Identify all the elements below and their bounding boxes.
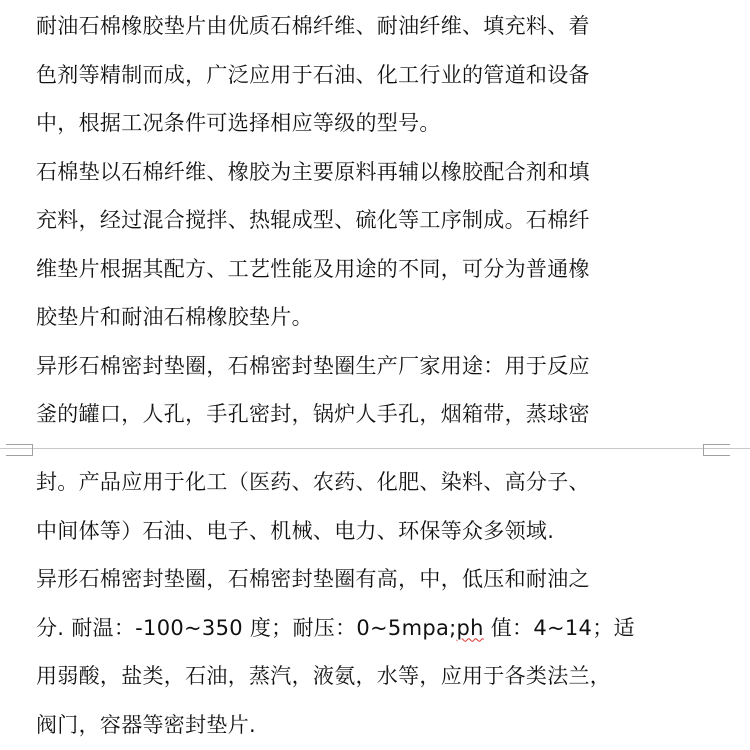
text-line: 充料，经过混合搅拌、热辊成型、硫化等工序制成。石棉纤 <box>36 208 590 232</box>
text-line: 异形石棉密封垫圈，石棉密封垫圈有高，中，低压和耐油之 <box>36 567 590 591</box>
page-break <box>0 440 750 458</box>
text-line: 用弱酸，盐类，石油，蒸汽，液氨，水等，应用于各类法兰， <box>36 664 612 688</box>
text-line: 封。产品应用于化工（医药、农药、化肥、染料、高分子、 <box>36 470 590 494</box>
text-line: 釜的罐口，人孔，手孔密封，锅炉人手孔，烟箱带，蒸球密 <box>36 402 590 426</box>
spellcheck-flagged-word[interactable]: ph <box>456 615 484 640</box>
text-line: 石棉垫以石棉纤维、橡胶为主要原料再辅以橡胶配合剂和填 <box>36 159 590 184</box>
document-body-page-1 <box>36 2 706 439</box>
spec-text-before: 分. 耐温：-100~350 度；耐压：0~5mpa; <box>36 615 457 640</box>
text-line: 胶垫片和耐油石棉橡胶垫片。 <box>36 305 313 329</box>
text-line: 中，根据工况条件可选择相应等级的型号。 <box>36 111 441 135</box>
text-line: 色剂等精制而成，广泛应用于石油、化工行业的管道和设备 <box>36 62 590 87</box>
text-line: 中间体等）石油、电子、机械、电力、环保等众多领域. <box>36 518 555 543</box>
page-2 <box>0 458 750 750</box>
page-break-line <box>0 448 750 449</box>
spec-text-after: 值：4~14；适 <box>483 615 635 640</box>
spec-line <box>36 604 706 653</box>
document-body-page-2 <box>36 458 706 749</box>
page-corner-mark-right <box>703 444 730 456</box>
text-line: 维垫片根据其配方、工艺性能及用途的不同，可分为普通橡 <box>36 256 590 281</box>
text-line: 耐油石棉橡胶垫片由优质石棉纤维、耐油纤维、填充料、着 <box>36 14 590 38</box>
text-line: 异形石棉密封垫圈，石棉密封垫圈生产厂家用途：用于反应 <box>36 353 590 378</box>
page-corner-mark-left <box>6 444 33 456</box>
text-line: 阀门，容器等密封垫片. <box>36 712 256 737</box>
